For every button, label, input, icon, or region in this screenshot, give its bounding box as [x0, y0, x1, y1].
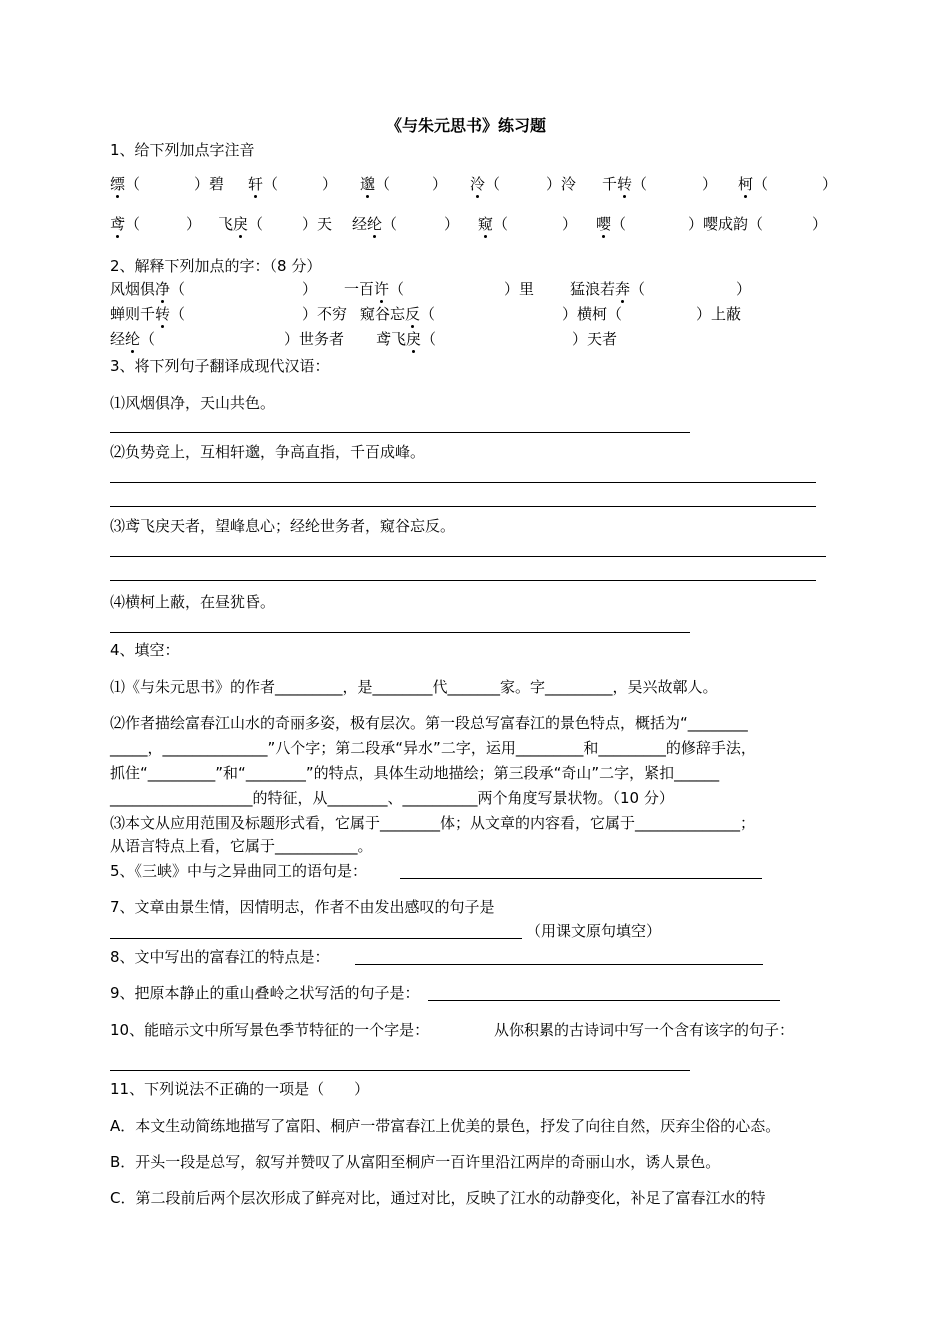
page-title: 《与朱元思书》练习题	[386, 116, 547, 135]
q1-item: ）碧	[194, 175, 225, 193]
q1-item: （	[125, 175, 141, 193]
q2-item: ）世务者	[284, 330, 345, 348]
q2-item: ）天者	[572, 330, 618, 348]
q11-option-b: B．开头一段是总写，叙写并赞叹了从富阳至桐庐一百许里沿江两岸的奇丽山水，诱人景色。	[110, 1153, 721, 1171]
answer-line[interactable]	[110, 482, 816, 483]
q2-heading: 2、解释下列加点的字：（8 分）	[110, 257, 322, 275]
q5-text: 5、《三峡》中与之异曲同工的语句是：	[110, 862, 368, 880]
worksheet-page: 《与朱元思书》练习题 1、给下列加点字注音 缥（ ）碧 轩（ ） 邈（ ） 泠（ ）泠 千转（ ） 柯（ ） 鸢（ ） 飞戾（ ）天 经纶（ ） 窥（ ） 嘤（ ）嘤成韵（ ） 2、解释下列加点的字：（8 分） 风烟俱净（ ） 一百许（ ）里 猛浪若奔（ ） 蝉则千转（ ）不穷 窥谷忘反（ ）横柯（ ）上蔽 经纶（ ）世务者 鸢飞戾（ ）天者 3、将下列句子翻译成现代汉语： ⑴风烟俱净，天山共色。 ⑵负势竞上，互相轩邈，争高直指，千百成峰。 ⑶鸢飞戾天者，望峰息心；经纶世务者，窥谷忘反。 ⑷横柯上蔽，在昼犹昏。 4、填空： ⑴《与朱元思书》的作者_________，是________代_______家。字_________，吴兴故鄣人。 ⑵作者描绘富春江山水的奇丽多姿，极有层次。第一段总写富春江的景色特点，概括为“________ _____，______________”八个字；第二段承“异水”二字，运用_________和_________的修辞手法， 抓住“_________”和“________”的特点，具体生动地描绘；第三段承“奇山”二字，紧扣______ ___________________的特征，从________、__________两个角度写景状物。（10 分） ⑶本文从应用范围及标题形式看，它属于________体；从文章的内容看，它属于______________； 从语言特点上看，它属于___________。 5、《三峡》中与之异曲同工的语句是： 7、文章由景生情，因情明志，作者不由发出感叹的句子是 （用课文原句填空） 8、文中写出的富春江的特点是： 9、把原本静止的重山叠岭之状写活的句子是： 10、能暗示文中所写景色季节特征的一个字是： 从你积累的古诗词中写一个含有该字的句子： 11、下列说法不正确的一项是（ ） A．本文生动简练地描写了富阳、桐庐一带富春江上优美的景色，抒发了向往自然，厌弃尘俗的心态。 B．开头一段是总写，叙写并赞叹了从富阳至桐庐一百许里沿江两岸的奇丽山水，诱人景色。 C．第二段前后两个层次形成了鲜亮对比，通过对比，反映了江水的动静变化，补足了富春江水的特	[110, 116, 838, 1207]
q11-option-a: A．本文生动简练地描写了富阳、桐庐一带富春江上优美的景色，抒发了向往自然，厌弃尘俗的心态。	[110, 1117, 781, 1135]
answer-line[interactable]	[110, 580, 816, 581]
q3-heading: 3、将下列句子翻译成现代汉语：	[110, 357, 330, 375]
q4-line: ⑵作者描绘富春江山水的奇丽多姿，极有层次。第一段总写富春江的景色特点，概括为“________	[110, 714, 748, 732]
q1-item: ）	[186, 215, 202, 233]
q1-heading: 1、给下列加点字注音	[110, 141, 255, 159]
q7-note: （用课文原句填空）	[526, 922, 662, 940]
answer-line[interactable]	[110, 506, 816, 507]
q4-line: 从语言特点上看，它属于___________。	[110, 837, 373, 855]
q2-item: ）	[736, 280, 752, 298]
q1-item: ）	[702, 175, 718, 193]
q4-heading: 4、填空：	[110, 641, 180, 659]
q1-item: ）泠	[546, 175, 577, 193]
answer-line[interactable]	[110, 632, 690, 633]
q1-item: ）	[822, 175, 838, 193]
q2-item: ）不穷	[302, 305, 348, 323]
q2-item: ）上蔽	[696, 305, 742, 323]
q9-text: 9、把原本静止的重山叠岭之状写活的句子是：	[110, 984, 420, 1002]
q3-sentence-2: ⑵负势竞上，互相轩邈，争高直指，千百成峰。	[110, 443, 426, 461]
q2-item: ）里	[504, 280, 535, 298]
q4-line: ___________________的特征，从________、__________两个角度写景状物。（10 分）	[110, 789, 674, 807]
q10-text-b: 从你积累的古诗词中写一个含有该字的句子：	[494, 1021, 795, 1039]
q11-option-c: C．第二段前后两个层次形成了鲜亮对比，通过对比，反映了江水的动静变化，补足了富春江水的特	[110, 1189, 766, 1207]
answer-line[interactable]	[355, 964, 763, 965]
q1-item: ）天	[302, 215, 333, 233]
q8-text: 8、文中写出的富春江的特点是：	[110, 948, 330, 966]
q1-item: ）	[812, 215, 828, 233]
answer-line[interactable]	[110, 432, 690, 433]
q7-heading: 7、文章由景生情，因情明志，作者不由发出感叹的句子是	[110, 898, 495, 916]
q1-item: ）嘤成韵（	[688, 215, 764, 233]
q10-text-a: 10、能暗示文中所写景色季节特征的一个字是：	[110, 1021, 430, 1039]
answer-line[interactable]	[400, 878, 762, 879]
q1-item: ）	[432, 175, 448, 193]
q2-item: ）	[302, 280, 318, 298]
answer-line[interactable]	[110, 938, 522, 939]
q3-sentence-4: ⑷横柯上蔽，在昼犹昏。	[110, 593, 276, 611]
q3-sentence-1: ⑴风烟俱净，天山共色。	[110, 394, 276, 412]
q11-heading: 11、下列说法不正确的一项是（ ）	[110, 1080, 370, 1098]
q3-sentence-3: ⑶鸢飞戾天者，望峰息心；经纶世务者，窥谷忘反。	[110, 517, 456, 535]
q4-line: _____，______________”八个字；第二段承“异水”二字，运用_________和_________的修辞手法，	[110, 739, 756, 757]
q1-item: ）	[322, 175, 338, 193]
q4-line: ⑴《与朱元思书》的作者_________，是________代_______家。字_________，吴兴故鄣人。	[110, 678, 718, 696]
q2-item: ）横柯（	[562, 305, 623, 323]
q4-line: ⑶本文从应用范围及标题形式看，它属于________体；从文章的内容看，它属于______________；	[110, 814, 756, 832]
answer-line[interactable]	[428, 1000, 780, 1001]
q1-item: ）	[444, 215, 460, 233]
q1-item: ）	[562, 215, 578, 233]
q4-line: 抓住“_________”和“________”的特点，具体生动地描绘；第三段承“奇山”二字，紧扣______	[110, 764, 720, 782]
answer-line[interactable]	[110, 556, 826, 557]
answer-line[interactable]	[110, 1070, 690, 1071]
